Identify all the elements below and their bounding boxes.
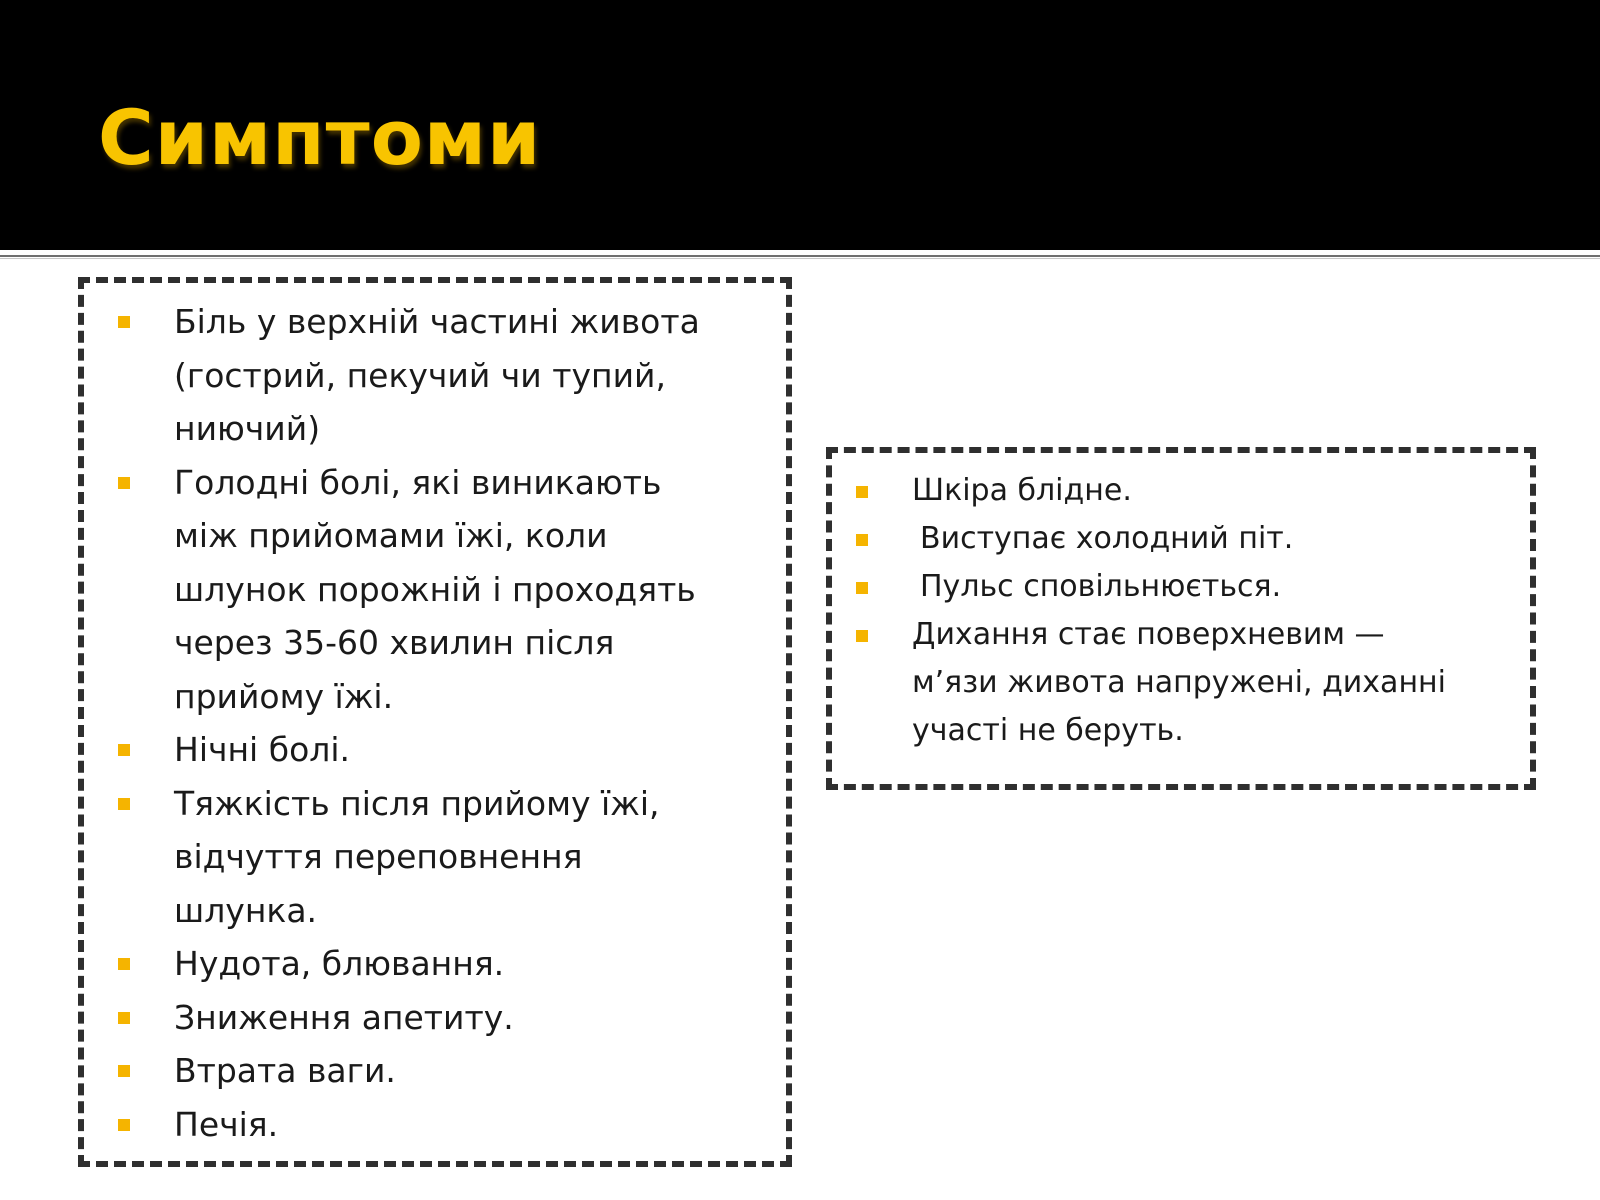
square-bullet-icon xyxy=(856,534,868,546)
square-bullet-icon xyxy=(118,958,130,970)
list-item-line: шлунок порожній і проходять xyxy=(174,569,696,609)
symptoms-list-right xyxy=(856,467,1496,755)
list-item-line: ниючий) xyxy=(174,409,321,448)
list-item-line: Дихання стає поверхневим — xyxy=(912,617,1385,652)
list-item-line: між прийомами їжі, коли xyxy=(174,516,608,555)
title-bar xyxy=(0,0,1600,250)
square-bullet-icon xyxy=(856,630,868,642)
square-bullet-icon xyxy=(856,486,868,498)
list-item-line: Шкіра блідне. xyxy=(912,473,1132,508)
list-item xyxy=(118,1098,758,1152)
square-bullet-icon xyxy=(118,1012,130,1024)
list-item-line: Печія. xyxy=(174,1104,279,1144)
list-item-line: відчуття переповнення xyxy=(174,837,583,876)
list-item xyxy=(118,456,758,724)
list-item-line: Виступає холодний піт. xyxy=(920,521,1294,556)
header-divider xyxy=(0,255,1600,257)
list-item-line: участі не беруть. xyxy=(912,713,1184,748)
header-divider-highlight xyxy=(0,258,1600,259)
list-item xyxy=(118,937,758,991)
square-bullet-icon xyxy=(118,798,130,810)
list-item-line: через 35-60 хвилин після xyxy=(174,623,615,662)
list-item xyxy=(856,563,1496,611)
slide-title: Симптоми xyxy=(98,93,542,182)
list-item-line: шлунка. xyxy=(174,890,318,930)
list-item-line: Зниження апетиту. xyxy=(174,997,514,1037)
list-item-line: (гострий, пекучий чи тупий, xyxy=(174,355,666,395)
list-item-line: Нудота, блювання. xyxy=(174,944,505,983)
list-item xyxy=(856,515,1496,563)
square-bullet-icon xyxy=(118,1065,130,1077)
list-item-line: Тяжкість після прийому їжі, xyxy=(174,783,660,823)
list-item-line: Голодні болі, які виникають xyxy=(174,462,662,502)
symptoms-box-left xyxy=(78,277,792,1167)
square-bullet-icon xyxy=(118,1119,130,1131)
square-bullet-icon xyxy=(118,477,130,489)
list-item xyxy=(856,467,1496,515)
list-item-line: прийому їжі. xyxy=(174,676,394,716)
square-bullet-icon xyxy=(118,744,130,756)
list-item xyxy=(118,295,758,456)
list-item-line: Втрата ваги. xyxy=(174,1051,396,1090)
list-item xyxy=(118,723,758,777)
list-item xyxy=(118,1044,758,1098)
symptoms-list-left xyxy=(118,295,758,1151)
list-item-line: Нічні болі. xyxy=(174,730,351,769)
symptoms-box-right xyxy=(826,447,1536,790)
list-item-line: Пульс сповільнюється. xyxy=(920,569,1282,604)
list-item-line: м’язи живота напружені, диханні xyxy=(912,665,1447,700)
square-bullet-icon xyxy=(118,316,130,328)
list-item xyxy=(118,991,758,1045)
list-item-line: Біль у верхній частині живота xyxy=(174,302,700,341)
square-bullet-icon xyxy=(856,582,868,594)
list-item xyxy=(856,611,1496,755)
list-item xyxy=(118,777,758,938)
